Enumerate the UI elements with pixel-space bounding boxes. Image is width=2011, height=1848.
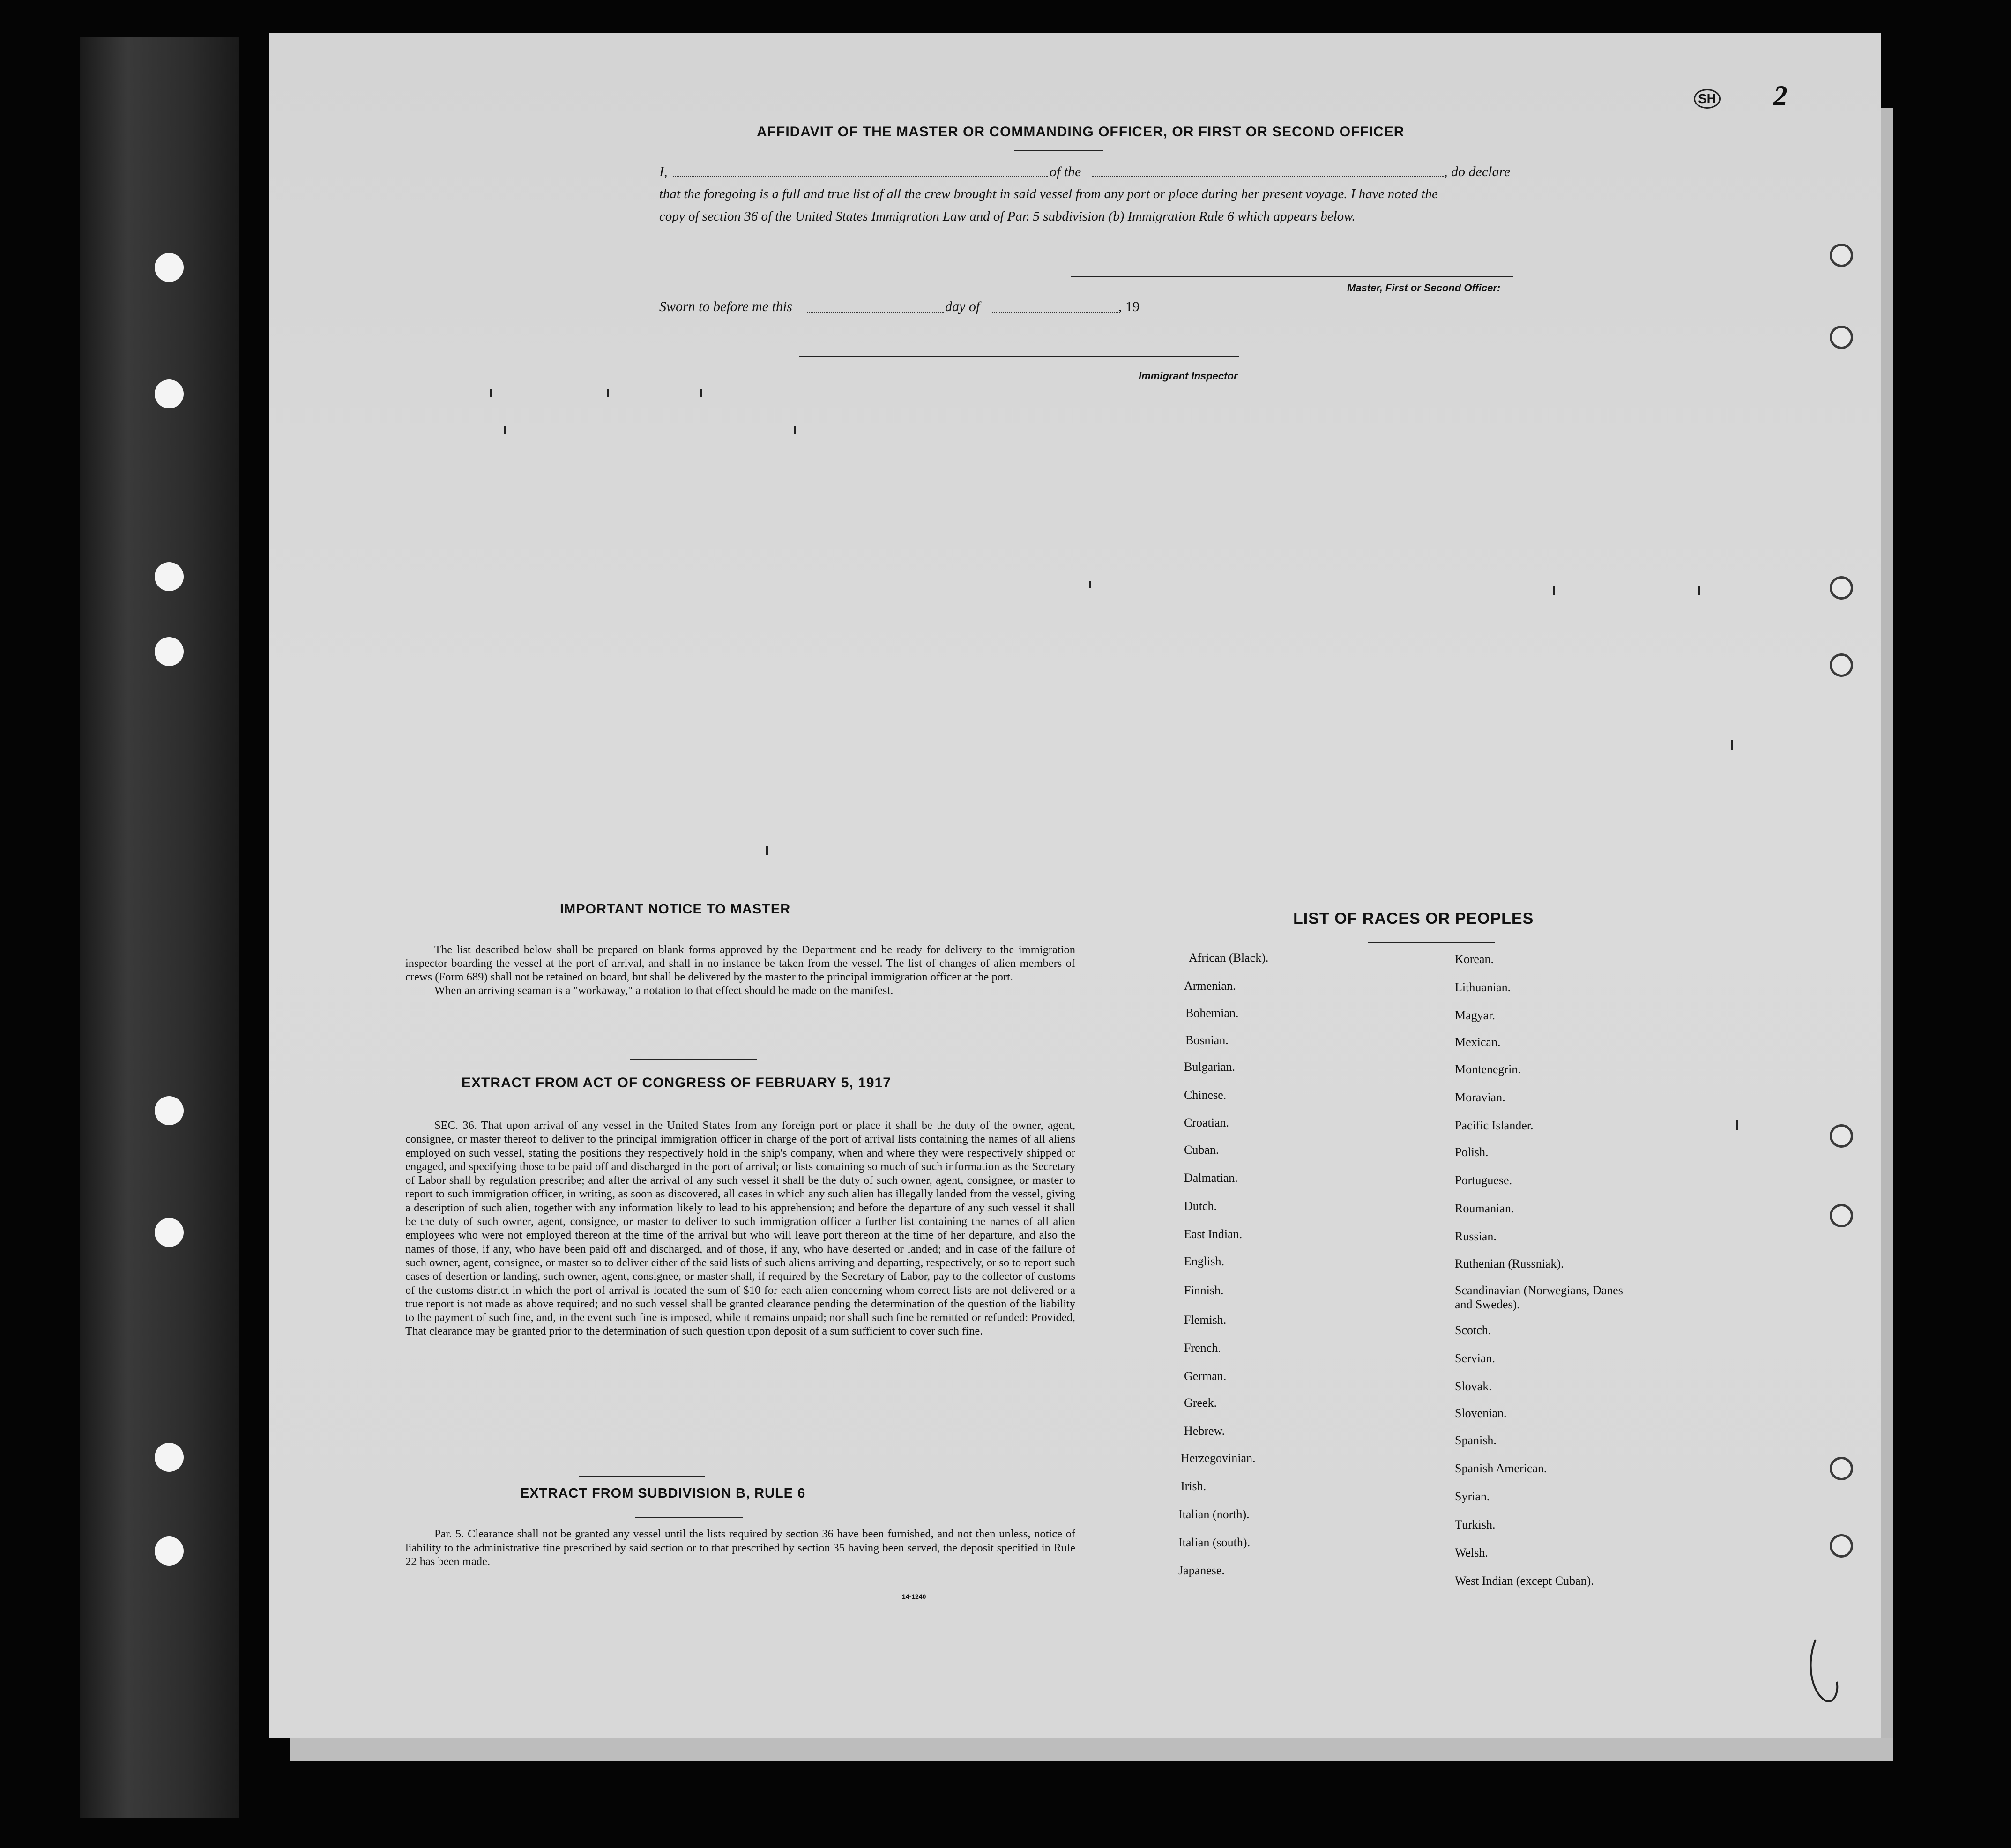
race-left: Dutch. [1184, 1199, 1217, 1213]
punch-hole [155, 1096, 184, 1125]
punch-hole [155, 253, 184, 282]
sworn-text: Sworn to before me this [659, 299, 792, 314]
notice-title: IMPORTANT NOTICE TO MASTER [560, 902, 791, 917]
race-right: Roumanian. [1455, 1202, 1514, 1215]
binder-hole [1830, 1204, 1853, 1227]
bleed-mark [490, 389, 492, 397]
binder-hole [1830, 576, 1853, 600]
race-right: Syrian. [1455, 1490, 1490, 1503]
affidavit-i: I, [659, 164, 668, 179]
race-left: English. [1184, 1254, 1224, 1268]
divider [1368, 942, 1495, 943]
race-right: Montenegrin. [1455, 1062, 1521, 1076]
inspector-label: Immigrant Inspector [1139, 370, 1238, 382]
race-left: Italian (north). [1178, 1507, 1250, 1521]
name-field[interactable] [673, 176, 1048, 177]
punch-hole [155, 637, 184, 666]
signature-label: Master, First or Second Officer: [1347, 282, 1501, 294]
race-left: Armenian. [1184, 979, 1236, 993]
race-right: Turkish. [1455, 1518, 1496, 1531]
binder-hole [1830, 326, 1853, 349]
race-left: Herzegovinian. [1181, 1451, 1256, 1465]
races-title: LIST OF RACES OR PEOPLES [1293, 910, 1534, 928]
extract2-title: EXTRACT FROM SUBDIVISION B, RULE 6 [520, 1486, 806, 1501]
race-left: Hebrew. [1184, 1424, 1225, 1438]
race-right: Moravian. [1455, 1091, 1505, 1104]
race-left: Greek. [1184, 1396, 1217, 1410]
race-left: Cuban. [1184, 1143, 1219, 1157]
race-left: Bohemian. [1185, 1006, 1239, 1020]
race-right: Magyar. [1455, 1009, 1495, 1022]
bleed-mark [1736, 1120, 1738, 1130]
binder-hole [1830, 1534, 1853, 1558]
binder-hole [1830, 653, 1853, 677]
bleed-mark [766, 846, 768, 855]
vessel-field[interactable] [1092, 176, 1444, 177]
notice-body [405, 943, 1075, 997]
notice-paragraph-1: The list described below shall be prepared on blank forms approved by the Department and be ready for delivery to the immigration inspector boarding the vessel at the port of arrival, and shall in no instance be taken from the vessel. The list of changes of alien members of crews (Form 689) shall not be retained on board, but shall be delivered by the master to the principal immigration officer at the port. [405, 943, 1075, 983]
race-left: Irish. [1181, 1479, 1207, 1493]
punch-hole [155, 1443, 184, 1472]
form-number: 14-1240 [902, 1593, 926, 1600]
binder-hole [1830, 1457, 1853, 1480]
handwritten-mark [1802, 1635, 1858, 1710]
manifest-page [269, 33, 1881, 1738]
race-left: African (Black). [1189, 951, 1269, 965]
divider [579, 1476, 705, 1477]
day-field[interactable] [807, 312, 944, 313]
punch-hole [155, 1536, 184, 1566]
race-right: West Indian (except Cuban). [1455, 1574, 1594, 1588]
bleed-mark [1553, 586, 1555, 595]
race-left: Italian (south). [1178, 1536, 1251, 1549]
race-left: German. [1184, 1369, 1227, 1383]
race-left: Flemish. [1184, 1313, 1227, 1327]
punch-hole [155, 562, 184, 591]
race-right: Slovak. [1455, 1380, 1492, 1393]
bleed-mark [1731, 740, 1733, 750]
race-right: Servian. [1455, 1351, 1495, 1365]
punch-hole [155, 1218, 184, 1247]
race-right: Spanish. [1455, 1433, 1497, 1447]
race-right: Spanish American. [1455, 1462, 1547, 1475]
race-right: Pacific Islander. [1455, 1119, 1534, 1132]
race-left: Dalmatian. [1184, 1171, 1238, 1185]
divider [1014, 150, 1103, 151]
race-right: Ruthenian (Russniak). [1455, 1257, 1564, 1270]
extract2-text: Par. 5. Clearance shall not be granted any vessel until the lists required by section 36 have been furnished, and not then unless, notice of liability to the administrative fine prescribed by said section or to that prescribed by section 35 having been served, the deposit specified in Rule 22 has been made. [405, 1528, 1075, 1568]
affidavit-line2: that the foregoing is a full and true list of all the crew brought in said vessel from any port or place during her present voyage. I have noted the [659, 186, 1438, 201]
race-right: Russian. [1455, 1230, 1497, 1243]
affidavit-title: AFFIDAVIT OF THE MASTER OR COMMANDING OFFICER, OR FIRST OR SECOND OFFICER [757, 124, 1405, 140]
race-left: East Indian. [1184, 1227, 1243, 1241]
bleed-mark [794, 426, 796, 434]
race-right: Slovenian. [1455, 1406, 1507, 1420]
affidavit-declare: , do declare [1444, 164, 1511, 179]
year-text: , 19 [1118, 299, 1140, 314]
extract1-title: EXTRACT FROM ACT OF CONGRESS OF FEBRUARY 5, 1917 [462, 1075, 891, 1091]
race-left: Bulgarian. [1184, 1060, 1236, 1074]
race-left: Finnish. [1184, 1284, 1224, 1297]
race-left: Bosnian. [1185, 1033, 1229, 1047]
divider [630, 1059, 757, 1060]
notice-paragraph-2: When an arriving seaman is a "workaway," a notation to that effect should be made on the manifest. [434, 984, 894, 997]
race-right: Portuguese. [1455, 1173, 1512, 1187]
race-left: Croatian. [1184, 1116, 1229, 1129]
binder-hole [1830, 1124, 1853, 1148]
race-right: Polish. [1455, 1145, 1489, 1159]
race-right: Welsh. [1455, 1546, 1488, 1559]
race-right: Lithuanian. [1455, 980, 1511, 994]
punch-hole [155, 379, 184, 408]
bleed-mark [1698, 586, 1700, 595]
bleed-mark [700, 389, 702, 397]
bleed-mark [607, 389, 609, 397]
extract2-body [405, 1527, 1075, 1569]
race-right: Korean. [1455, 952, 1494, 966]
day-of-text: day of [945, 299, 980, 314]
race-right: Mexican. [1455, 1035, 1501, 1049]
divider [635, 1517, 743, 1518]
extract1-text: SEC. 36. That upon arrival of any vessel in the United States from any foreign port or place it shall be the duty of the owner, agent, consignee, or master thereof to deliver to the principal immigration officer in charge of the port of arrival lists containing the names of all aliens employed on such vessel, stating the positions they respectively hold in the ship's company, when and where they were respectively shipped or engaged, and specifying those to be paid off and discharged in the port of arrival; or lists containing so much of such information as the Secretary of Labor shall by regulation prescribe; and after the arrival of any such vessel it shall be the duty of such owner, agent, consignee, or master to report to such immigration officer, in writing, as soon as discovered, all cases in which any such alien has illegally landed from the vessel, giving a description of such alien, together with any information likely to lead to his apprehension; and before the departure of any such vessel it shall be the duty of such owner, agent, consignee, or master to deliver to such immigration officer a further list containing the names of all alien employees who were not employed thereon at the time of the arrival but who will leave port thereon at the time of her departure, and also the names of those, if any, who have been paid off and discharged, and of those, if any, who have deserted or landed; and in case of the failure of such owner, agent, consignee, or master so to deliver either of the said lists of such aliens arriving and departing, respectively, or so to report such cases of desertion or landing, such owner, agent, consignee, or master shall, if required by the Secretary of Labor, pay to the collector of customs of the customs district in which the port of arrival is located the sum of $10 for each alien concerning whom correct lists are not delivered or a true report is not made as above required; and no such vessel shall be granted clearance pending the determination of the question of the liability to the payment of such fine, and, in the event such fine is imposed, while it remains unpaid; nor shall such fine be remitted or refunded: Provided, That clearance may be granted prior to the determination of such question upon deposit of a sum sufficient to cover such fine. [405, 1119, 1075, 1338]
signature-line[interactable] [1071, 276, 1513, 277]
race-left: Chinese. [1184, 1088, 1227, 1102]
affidavit-of-the: of the [1050, 164, 1081, 179]
race-right: Scotch. [1455, 1323, 1491, 1337]
inspector-line[interactable] [799, 356, 1239, 357]
affidavit-line3: copy of section 36 of the United States Immigration Law and of Par. 5 subdivision (b) Immigration Rule 6 which appears below. [659, 209, 1356, 224]
corner-stamp: SH [1694, 89, 1721, 109]
race-right: Scandinavian (Norwegians, Danes and Swedes). [1455, 1284, 1623, 1311]
race-left: French. [1184, 1341, 1221, 1355]
binder-hole [1830, 244, 1853, 267]
bleed-mark [504, 426, 506, 434]
race-left: Japanese. [1178, 1564, 1225, 1577]
page-number: 2 [1773, 80, 1788, 111]
bleed-mark [1089, 581, 1091, 588]
month-field[interactable] [992, 312, 1118, 313]
extract1-body [405, 1119, 1075, 1338]
